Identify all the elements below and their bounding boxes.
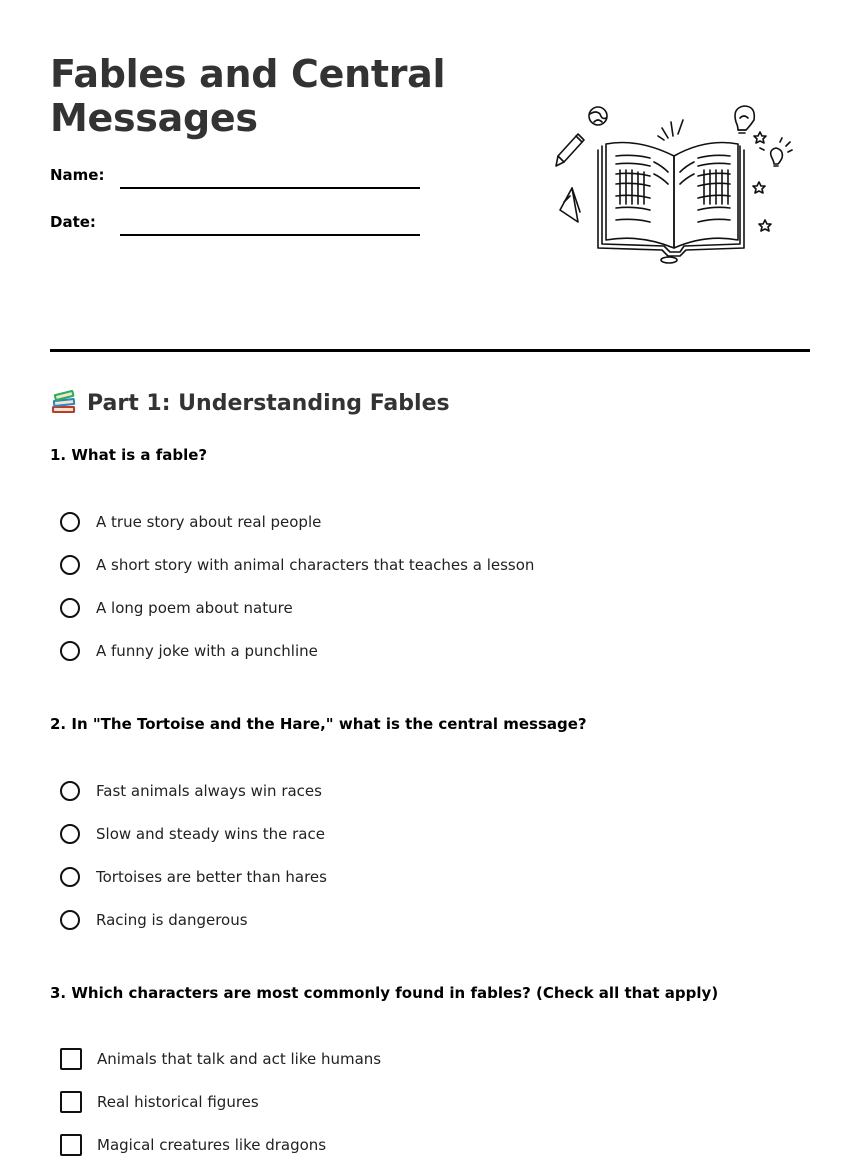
option-q2-a[interactable] xyxy=(60,778,322,804)
checkbox[interactable] xyxy=(60,1048,82,1070)
option-label: Fast animals always win races xyxy=(96,782,322,800)
option-q2-c[interactable] xyxy=(60,864,327,890)
option-q2-b[interactable] xyxy=(60,821,325,847)
option-q1-b[interactable] xyxy=(60,552,534,578)
option-label: Animals that talk and act like humans xyxy=(97,1050,382,1068)
radio-button[interactable] xyxy=(60,512,80,532)
section-title: Part 1: Understanding Fables xyxy=(87,390,450,416)
open-book-doodle-icon xyxy=(550,100,800,270)
checkbox[interactable] xyxy=(60,1091,82,1113)
option-q1-c[interactable] xyxy=(60,595,293,621)
section-divider xyxy=(50,349,810,352)
option-label: Magical creatures like dragons xyxy=(97,1136,327,1154)
name-field[interactable] xyxy=(120,187,420,189)
books-emoji-icon xyxy=(50,389,78,417)
date-label: Date: xyxy=(50,213,96,231)
option-label: Tortoises are better than hares xyxy=(96,868,327,886)
radio-button[interactable] xyxy=(60,598,80,618)
radio-button[interactable] xyxy=(60,910,80,930)
option-label: A funny joke with a punchline xyxy=(96,642,318,660)
option-label: A long poem about nature xyxy=(96,599,293,617)
radio-button[interactable] xyxy=(60,641,80,661)
question-3: 3. Which characters are most commonly found in fables? (Check all that apply) xyxy=(50,984,719,1002)
option-label: Real historical figures xyxy=(97,1093,259,1111)
radio-button[interactable] xyxy=(60,781,80,801)
option-label: Racing is dangerous xyxy=(96,911,248,929)
checkbox[interactable] xyxy=(60,1134,82,1156)
question-1: 1. What is a fable? xyxy=(50,446,208,464)
question-2: 2. In "The Tortoise and the Hare," what is the central message? xyxy=(50,715,587,733)
radio-button[interactable] xyxy=(60,555,80,575)
section-heading-part-1 xyxy=(50,389,450,417)
option-q3-a[interactable] xyxy=(60,1046,381,1072)
option-q1-d[interactable] xyxy=(60,638,318,664)
radio-button[interactable] xyxy=(60,824,80,844)
name-label: Name: xyxy=(50,166,105,184)
radio-button[interactable] xyxy=(60,867,80,887)
option-label: Slow and steady wins the race xyxy=(96,825,325,843)
option-label: A short story with animal characters that teaches a lesson xyxy=(96,556,535,574)
page-title: Fables and Central Messages xyxy=(50,52,446,140)
option-q1-a[interactable] xyxy=(60,509,321,535)
option-q3-c[interactable] xyxy=(60,1132,326,1158)
date-field[interactable] xyxy=(120,234,420,236)
option-q2-d[interactable] xyxy=(60,907,248,933)
option-q3-b[interactable] xyxy=(60,1089,259,1115)
option-label: A true story about real people xyxy=(96,513,322,531)
